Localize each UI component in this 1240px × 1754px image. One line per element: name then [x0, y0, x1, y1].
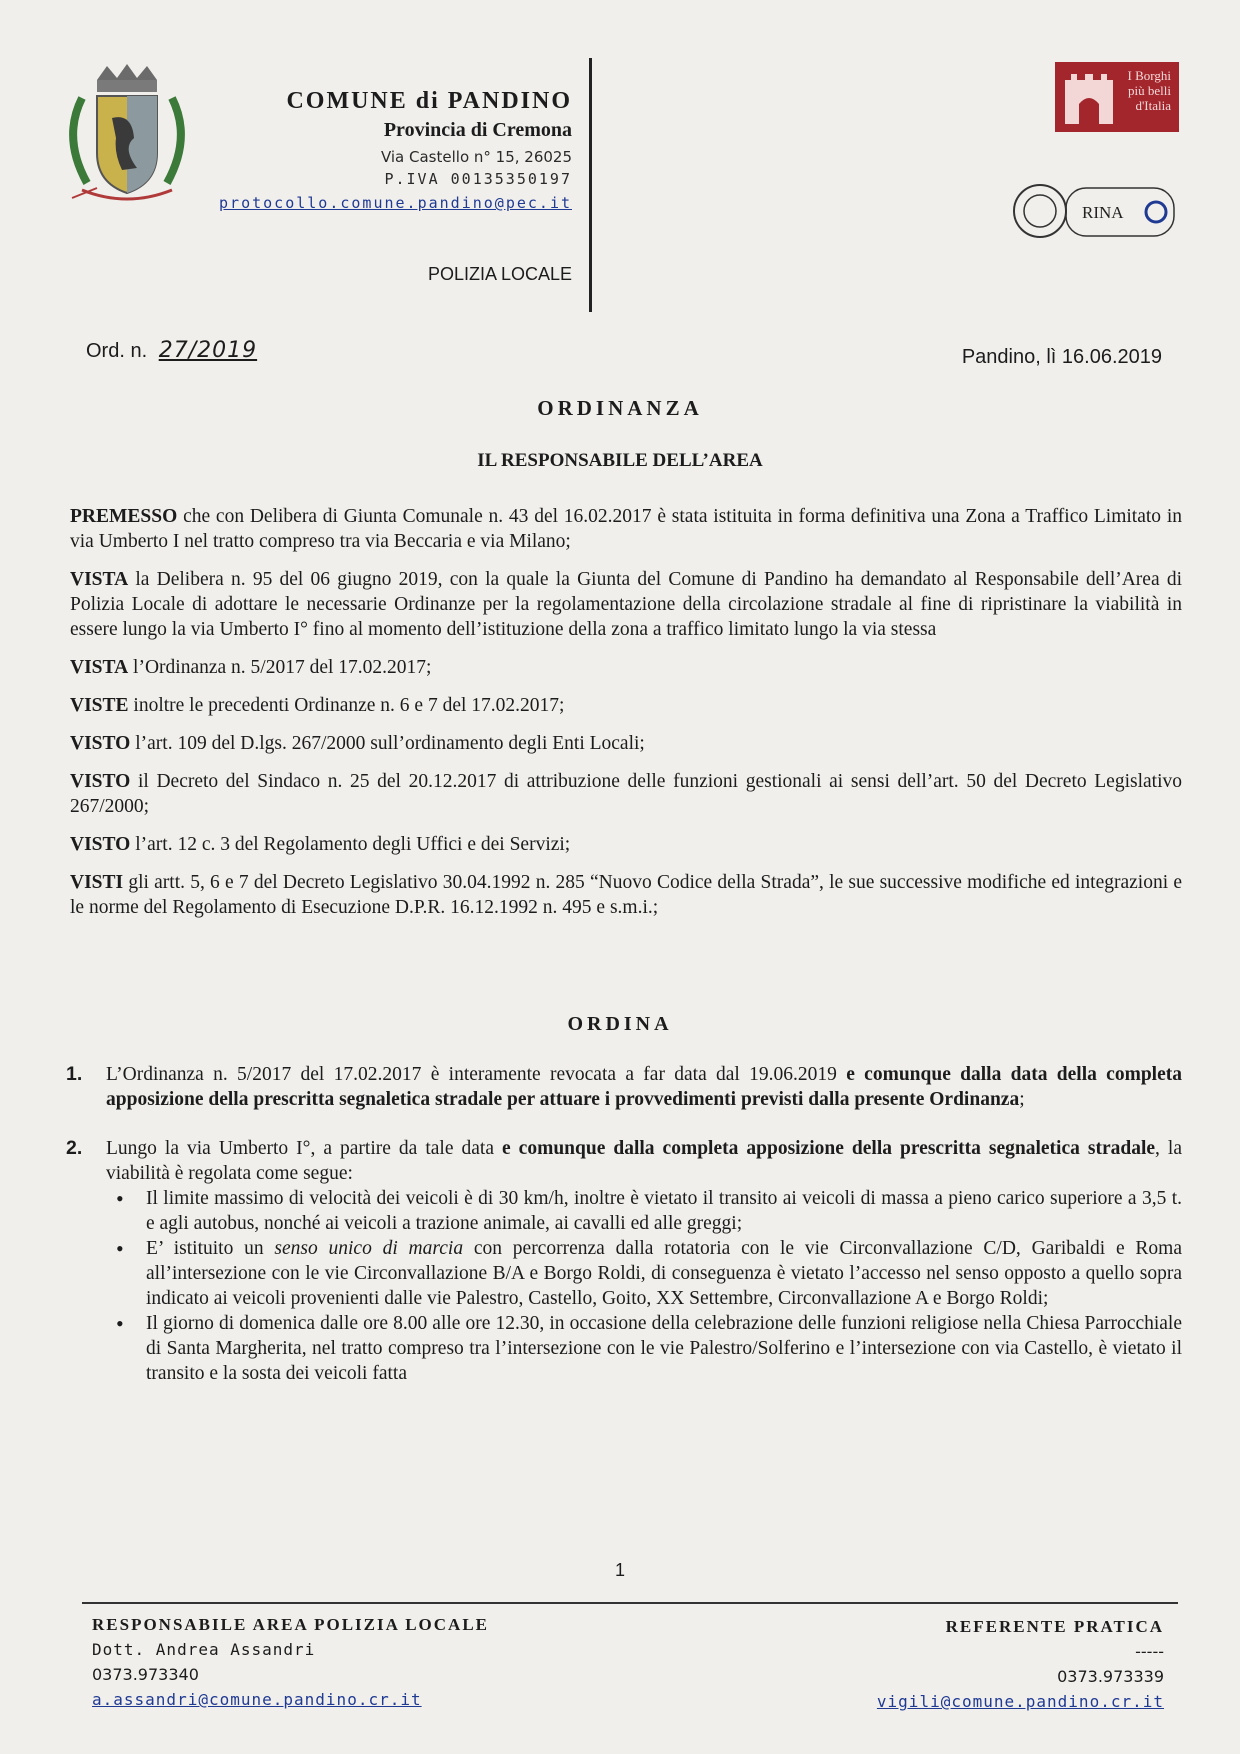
order-item-number: 2.: [66, 1137, 83, 1159]
order-list: [66, 1062, 1182, 1386]
premise-paragraph: PREMESSO che con Delibera di Giunta Comunale n. 43 del 16.02.2017 è stata istituita in forma definitiva una Zona a Traffico Limitato in via Umberto I nel tratto compreso tra via Beccaria e via Milano;: [70, 506, 1182, 552]
ordinance-number: 27/2019: [158, 338, 258, 363]
footer-referent-phone: 0373.973339: [1057, 1667, 1164, 1686]
rina-text: RINA: [1082, 203, 1124, 222]
rina-certification-logo: [1010, 180, 1178, 242]
province-name: Provincia di Cremona: [383, 119, 572, 141]
premise-paragraph: VISTA la Delibera n. 95 del 06 giugno 2019, con la quale la Giunta del Comune di Pandino ha demandato al Responsabile dell’Area di Polizia Locale di adottare le necessarie Ordinanze per la regolamentazione della circolazione stradale al fine di ripristinare la viabilità in essere lungo la via Umberto I° fino al momento dell’istituzione della zona a traffico limitato lungo la via stessa: [70, 569, 1182, 640]
ordina-heading: ORDINA: [567, 1013, 673, 1035]
footer-responsible: [92, 1612, 489, 1712]
bullet-item: • E’ istituito un senso unico di marcia con percorrenza dalla rotatoria con le vie Circonvallazione C/D, Garibaldi e Roma all’intersezione con le vie Circonvallazione B/A e Borgo Roldi, di conseguenza è vietato l’accesso nel senso opposto a quello sopra indicato ai veicoli provenienti dalle vie Palestro, Castello, Goito, XX Settembre, Circonvallazione A e Borgo Roldi;: [106, 1236, 1182, 1311]
footer-responsible-name: Dott. Andrea Assandri: [92, 1640, 316, 1659]
premises-section: [70, 504, 1182, 933]
footer-referent-email-link[interactable]: vigili@comune.pandino.cr.it: [876, 1692, 1164, 1711]
page-number: 1: [614, 1560, 625, 1580]
footer-referent: [877, 1614, 1164, 1714]
municipality-header: [160, 88, 572, 212]
place-and-date: Pandino, lì 16.06.2019: [961, 346, 1162, 368]
footer-divider: [82, 1602, 1178, 1604]
borghi-text-line: I Borghi: [1127, 68, 1171, 83]
document-title: ORDINANZA: [537, 396, 703, 420]
premise-paragraph: VISTO il Decreto del Sindaco n. 25 del 20.12.2017 di attribuzione delle funzioni gestionali ai sensi dell’art. 50 del Decreto Legislativo 267/2000;: [70, 771, 1182, 817]
borghi-text-line: d'Italia: [1135, 98, 1171, 113]
premise-paragraph: VISTA l’Ordinanza n. 5/2017 del 17.02.2017;: [70, 657, 432, 678]
municipality-address: Via Castello n° 15, 26025: [380, 148, 572, 166]
footer-responsible-title: RESPONSABILE AREA POLIZIA LOCALE: [92, 1615, 490, 1634]
footer-referent-title: REFERENTE PRATICA: [945, 1617, 1164, 1636]
ordinance-number-label: Ord. n.: [86, 340, 148, 362]
bullet-item: • Il giorno di domenica dalle ore 8.00 alle ore 12.30, in occasione della celebrazione delle funzioni religiose nella Chiesa Parrocchiale di Santa Margherita, nel tratto compreso tra l’intersezione con le vie Palestro/Solferino e l’intersezione con via Castello, è vietato il transito e la sosta dei veicoli fatta: [106, 1311, 1182, 1386]
premise-paragraph: VISTO l’art. 12 c. 3 del Regolamento degli Uffici e dei Servizi;: [70, 834, 571, 855]
footer-referent-dash: -----: [1135, 1642, 1164, 1661]
pec-email-link[interactable]: protocollo.comune.pandino@pec.it: [219, 194, 572, 212]
borghi-text-line: più belli: [1128, 83, 1171, 98]
ordinance-number-line: [86, 338, 257, 363]
municipality-name: COMUNE di PANDINO: [286, 88, 572, 114]
footer-responsible-email-link[interactable]: a.assandri@comune.pandino.cr.it: [92, 1690, 422, 1709]
premise-paragraph: VISTO l’art. 109 del D.lgs. 267/2000 sull’ordinamento degli Enti Locali;: [70, 733, 645, 754]
order-item: 1. L’Ordinanza n. 5/2017 del 17.02.2017 è interamente revocata a far data dal 19.06.2019 e comunque dalla data della completa apposizione della prescritta segnaletica stradale per attuare i provvedimenti previsti dalla presente Ordinanza;: [66, 1063, 1182, 1110]
castle-icon: [1061, 70, 1117, 126]
premise-paragraph: VISTE inoltre le precedenti Ordinanze n. 6 e 7 del 17.02.2017;: [70, 695, 565, 716]
borghi-piu-belli-logo: [1055, 62, 1179, 132]
header-divider: [589, 58, 592, 312]
bullet-item: • Il limite massimo di velocità dei veicoli è di 30 km/h, inoltre è vietato il transito ai veicoli di massa a pieno carico superiore a 3,5 t. e agli autobus, nonché ai veicoli a trazione animale, ai cavalli ed alle greggi;: [106, 1186, 1182, 1236]
order-item: 2. Lungo la via Umberto I°, a partire da tale data e comunque dalla completa apposizione della prescritta segnaletica stradale, la viabilità è regolata come segue: • Il limite massimo di velocità dei veicoli è di 30 km/h, inoltre è vietato il transito ai veicoli di massa a pieno carico superiore a 3,5 t. e agli autobus, nonché ai veicoli a trazione animale, ai cavalli ed alle greggi; • E’ istituito un senso unico di marcia con percorrenza dalla rotatoria con le vie Circonvallazione C/D, Garibaldi e Roma all’intersezione con le vie Circonvallazione B/A e Borgo Roldi, di conseguenza è vietato l’accesso nel senso opposto a quello sopra indicato ai veicoli provenienti dalle vie Palestro, Castello, Goito, XX Settembre, Circonvallazione A e Borgo Roldi; • Il giorno di domenica dalle ore 8.00 alle ore 12.30, in occasione della celebrazione delle funzioni religiose nella Chiesa Parrocchiale di Santa Margherita, nel tratto compreso tra l’intersezione con le vie Palestro/Solferino e l’intersezione con via Castello, è vietato il transito e la sosta dei veicoli fatta: [66, 1136, 1182, 1386]
department-label: POLIZIA LOCALE: [427, 264, 572, 284]
vat-number: P.IVA 00135350197: [384, 170, 572, 188]
document-subtitle: IL RESPONSABILE DELL’AREA: [477, 450, 763, 471]
order-item-number: 1.: [66, 1063, 83, 1085]
premise-paragraph: VISTI gli artt. 5, 6 e 7 del Decreto Legislativo 30.04.1992 n. 285 “Nuovo Codice della Strada”, le sue successive modifiche ed integrazioni e le norme del Regolamento di Esecuzione D.P.R. 16.12.1992 n. 495 e s.m.i.;: [70, 872, 1182, 918]
footer-responsible-phone: 0373.973340: [92, 1665, 199, 1684]
